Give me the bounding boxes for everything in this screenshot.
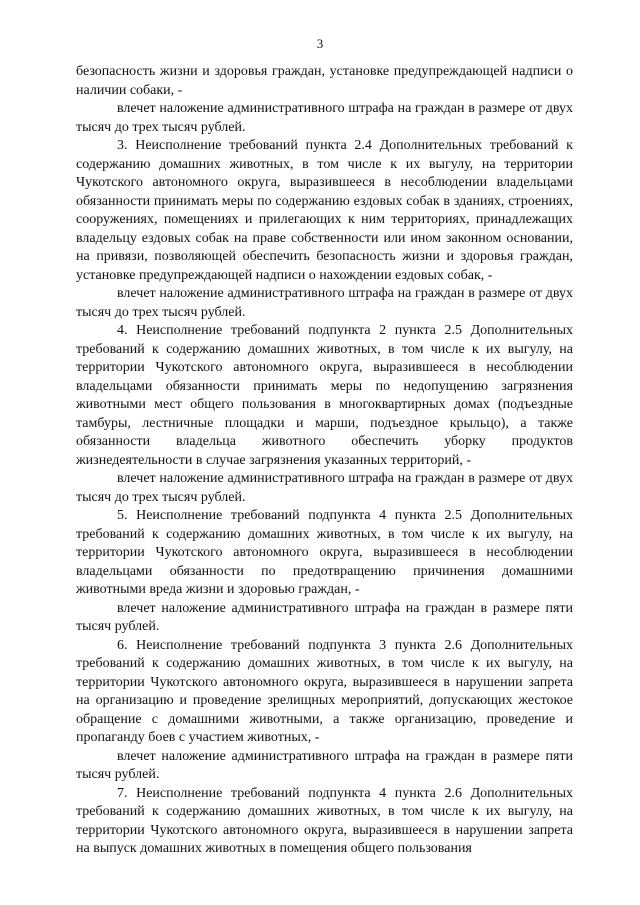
paragraph-5: 4. Неисполнение требований подпункта 2 пункта 2.5 Дополнительных требований к содержанию домашних животных, в том числе к их выгулу, на территории Чукотского автономного округа, выразившееся в несоблюдении владельцами обязанности принимать меры по недопущению загрязнения животными мест общего пользования в многоквартирных домах (подъездные тамбуры, лестничные площадки и марши, подъездное крыльцо), а также обязанности владельца животного обеспечить уборку продуктов жизнедеятельности в случае загрязнения указанных территорий, - xyxy=(76,323,573,468)
paragraph-4: влечет наложение административного штрафа на граждан в размере от двух тысяч до трех тысяч рублей. xyxy=(76,286,573,320)
paragraph-11: 7. Неисполнение требований подпункта 4 пункта 2.6 Дополнительных требований к содержанию домашних животных, в том числе к их выгулу, на территории Чукотского автономного округа, выразившееся в нарушении запрета на выпуск домашних животных в помещения общего пользования xyxy=(76,785,573,856)
page-number: 3 xyxy=(316,36,324,51)
document-body xyxy=(76,63,573,859)
paragraph-9: 6. Неисполнение требований подпункта 3 пункта 2.6 Дополнительных требований к содержанию домашних животных, в том числе к их выгулу, на территории Чукотского автономного округа, выразившееся в нарушении запрета на организацию и проведение зрелищных мероприятий, допускающих жестокое обращение с домашними животными, а также организацию, проведение и пропаганду боев с участием животных, - xyxy=(76,637,573,745)
paragraph-6: влечет наложение административного штрафа на граждан в размере от двух тысяч до трех тысяч рублей. xyxy=(76,471,573,505)
paragraph-8: влечет наложение административного штрафа на граждан в размере пяти тысяч рублей. xyxy=(76,600,573,634)
paragraph-2: влечет наложение административного штрафа на граждан в размере от двух тысяч до трех тысяч рублей. xyxy=(76,101,573,135)
paragraph-7: 5. Неисполнение требований подпункта 4 пункта 2.5 Дополнительных требований к содержанию домашних животных, в том числе к их выгулу, на территории Чукотского автономного округа, выразившееся в несоблюдении владельцами обязанности по предотвращению причинения домашними животными вреда жизни и здоровью граждан, - xyxy=(76,508,573,597)
paragraph-1: безопасность жизни и здоровья граждан, установке предупреждающей надписи о наличии собаки, - xyxy=(76,64,573,98)
paragraph-3: 3. Неисполнение требований пункта 2.4 Дополнительных требований к содержанию домашних животных, в том числе к их выгулу, на территории Чукотского автономного округа, выразившееся в несоблюдении владельцами обязанности принимать меры по содержанию ездовых собак в зданиях, строениях, сооружениях, помещениях и прилегающих к ним территориях, принадлежащих владельцу ездовых собак на праве собственности или ином законном основании, на привязи, позволяющей обеспечить безопасность жизни и здоровья граждан, установке предупреждающей надписи о нахождении ездовых собак, - xyxy=(76,138,573,283)
paragraph-10: влечет наложение административного штрафа на граждан в размере пяти тысяч рублей. xyxy=(76,748,573,782)
